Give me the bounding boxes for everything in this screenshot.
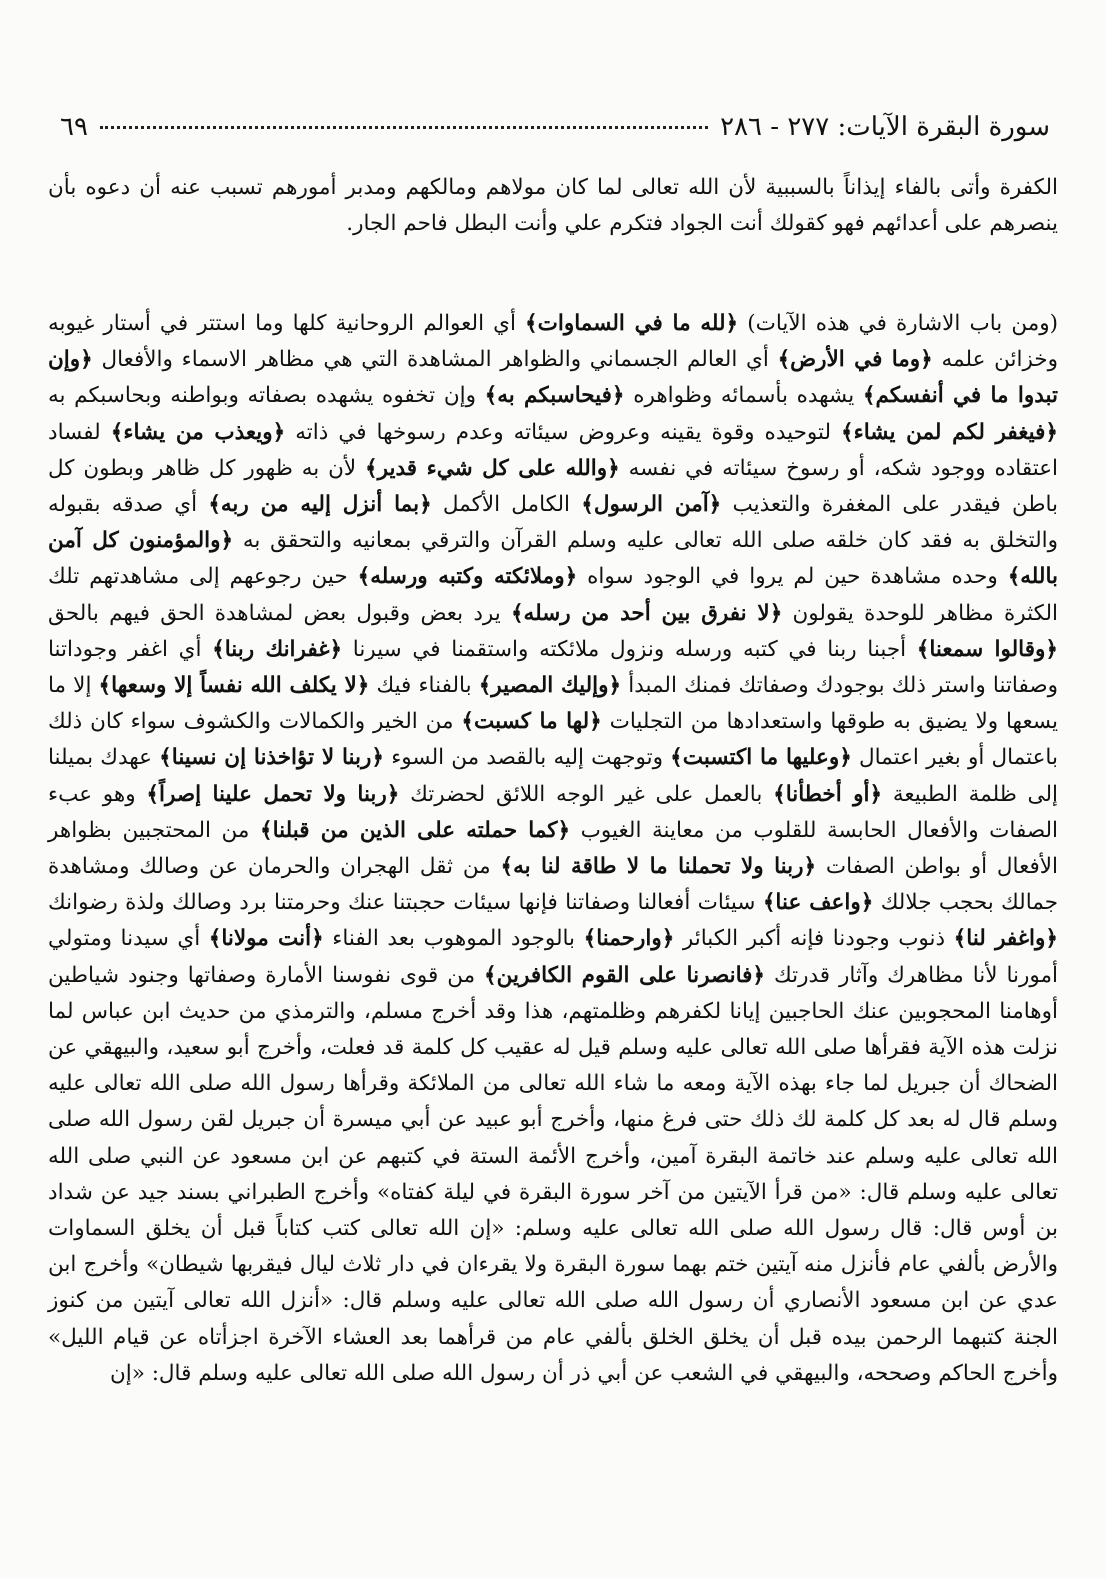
commentary-text: بالعمل على غير الوجه اللائق لحضرتك: [399, 781, 774, 807]
quranic-quote: ﴿كما حملته على الذين من قبلنا﴾: [260, 817, 571, 843]
commentary-text: أي سيدنا ومتولي أمورنا لأنا مظاهرك وآثار قدرتك: [48, 926, 1058, 988]
commentary-text: أي العوالم الروحانية كلها وما استتر في أستار غيوبه وخزائن علمه: [48, 311, 1058, 373]
commentary-text: عهدك بميلنا إلى ظلمة الطبيعة: [48, 745, 1059, 807]
commentary-text: أي صدقه بقبوله والتخلق به فقد كان خلقه صلى الله تعالى عليه وسلم القرآن والترقي بمعانيه والتحقق به: [48, 492, 1058, 554]
commentary-text: لأن به ظهور كل ظاهر وبطون كل باطن فيقدر على المغفرة والتعذيب: [48, 455, 1058, 518]
quranic-quote: ﴿ربنا ولا تحمل علينا إصراً﴾: [146, 781, 400, 807]
commentary-text: لتوحيده وقوة يقينه وعروض سيئاته وعدم رسوخها في ذاته: [285, 419, 842, 445]
quranic-quote: ﴿واعف عنا﴾: [762, 890, 874, 916]
quranic-quote: ﴿آمن الرسول﴾: [581, 492, 722, 518]
quranic-quote: ﴿والمؤمنون كل آمن بالله﴾: [48, 528, 1059, 590]
quranic-quote: ﴿فيغفر لكم لمن يشاء﴾: [841, 419, 1059, 445]
commentary-text: أجبنا ربنا في كتبه ورسله ونزول ملائكته واستقمنا في سيرنا: [342, 636, 917, 662]
quranic-quote: ﴿لها ما كسبت﴾: [461, 709, 602, 735]
quranic-quote: ﴿لا يكلف الله نفساً إلا وسعها﴾: [98, 673, 370, 699]
commentary-text: إلا ما يسعها ولا يضيق به طوقها واستعدادها من التجليات: [48, 673, 1058, 735]
commentary-text: وهو عبء الصفات والأفعال الحابسة للقلوب من معاينة الغيوب: [48, 781, 1058, 843]
intro-text: الكفرة وأتى بالفاء إيذاناً بالسببية لأن الله تعالى لما كان مولاهم ومالكهم ومدبر أمورهم تسبب عنه أن دعوه بأن ينصرهم على أعدائهم فهو كقولك أنت الجواد فتكرم علي وأنت البطل فاحم الجار.: [48, 175, 1058, 237]
quranic-quote: ﴿وملائكته وكتبه ورسله﴾: [357, 564, 578, 590]
quranic-quote: ﴿واغفر لنا﴾: [953, 926, 1059, 952]
commentary-text: وإن تخفوه يشهده بصفاته وبواطنه وبحاسبكم به: [48, 383, 485, 409]
leader-dots: [100, 126, 708, 129]
commentary-text: من قوى نفوسنا الأمارة وصفاتها وجنود شياطين أوهامنا المحجوبين عنك الحاجبين إيانا لكفرهم وظلمتهم، هذا وقد أخرج مسلم، والترمذي من حديث ابن عباس لما نزلت هذه الآية فقرأها صلى الله تعالى عليه وسلم قيل له عقيب كل كلمة قد فعلت، وأخرج أبو سعيد، والبيهقي عن الضحاك أن جبريل لما جاء بهذه الآية ومعه ما شاء الله تعالى من الملائكة وقرأها رسول الله صلى الله تعالى عليه وسلم قال له بعد كل كلمة لك ذلك حتى فرغ منها، وأخرج أبو عبيد عن أبي ميسرة أن جبريل لقن رسول الله صلى الله تعالى عليه وسلم عند خاتمة البقرة آمين، وأخرج الأئمة الستة في كتبهم عن ابن مسعود عن النبي صلى الله تعالى عليه وسلم قال: «من قرأ الآيتين من آخر سورة البقرة في ليلة كفتاه» وأخرج الطبراني بسند جيد عن شداد بن أوس قال: قال رسول الله صلى الله تعالى عليه وسلم: «إن الله تعالى كتب كتاباً قبل أن يخلق السماوات والأرض بألفي عام فأنزل منه آيتين ختم بهما سورة البقرة ولا يقرءان في دار ثلاث ليال فيقربها شيطان» وأخرج ابن عدي عن ابن مسعود الأنصاري أن رسول الله صلى الله تعالى عليه وسلم قال: «أنزل الله تعالى آيتين من كنوز الجنة كتبهما الرحمن بيده قبل أن يخلق الخلق بألفي عام من قرأهما بعد العشاء الآخرة اجزأتاه عن قيام الليل» وأخرج الحاكم وصححه، والبيهقي في الشعب عن أبي ذر أن رسول الله صلى الله تعالى عليه وسلم قال: «إن: [48, 962, 1058, 1386]
quranic-quote: ﴿أنت مولانا﴾: [208, 926, 324, 952]
quranic-quote: ﴿لله ما في السماوات﴾: [525, 311, 739, 336]
commentary-text: من ثقل الهجران والحرمان عن وصالك ومشاهدة جمالك بحجب جلالك: [48, 854, 1058, 916]
quranic-quote: ﴿أو أخطأنا﴾: [773, 781, 883, 807]
quranic-quote: ﴿غفرانك ربنا﴾: [212, 636, 343, 662]
commentary-text: أي اغفر وجوداتنا وصفاتنا واستر ذلك بوجودك وصفاتك فمنك المبدأ: [48, 636, 1058, 699]
commentary-text: من الخير والكمالات والكشوف سواء كان ذلك باعتمال أو بغير اعتمال: [48, 709, 1058, 771]
commentary-text: بالوجود الموهوب بعد الفناء: [323, 926, 584, 952]
commentary-text: لفساد اعتقاده ووجود شكه، أو رسوخ سيئاته في نفسه: [48, 419, 1059, 481]
body-text: [48, 306, 1058, 1392]
commentary-text: ذنوب وجودنا فإنه أكبر الكبائر: [674, 926, 954, 952]
quranic-quote: ﴿ربنا لا تؤاخذنا إن نسينا﴾: [159, 745, 385, 771]
quranic-quote: ﴿وإن تبدوا ما في أنفسكم﴾: [48, 347, 1058, 409]
quranic-quote: ﴿فانصرنا على القوم الكافرين﴾: [484, 962, 766, 988]
commentary-text: من المحتجبين بظواهر الأفعال أو بواطن الصفات: [48, 817, 1058, 880]
quranic-quote: ﴿وارحمنا﴾: [583, 926, 675, 952]
quranic-quote: ﴿والله على كل شيء قدير﴾: [365, 455, 620, 481]
commentary-text: حين رجوعهم إلى مشاهدتهم تلك الكثرة مظاهر للوحدة يقولون: [48, 564, 1058, 626]
commentary-text: سيئات أفعالنا وصفاتنا فإنها سيئات حجبتنا عنك وحرمتنا برد وصالك ولذة رضوانك: [48, 890, 763, 916]
quranic-quote: ﴿وعليها ما اكتسبت﴾: [670, 745, 852, 771]
running-title: سورة البقرة الآيات: ٢٧٧ - ٢٨٦: [720, 112, 1050, 142]
commentary-text: (ومن باب الاشارة في هذه الآيات): [738, 311, 1058, 336]
commentary-text: بالفناء فيك: [369, 673, 479, 699]
quranic-quote: ﴿بما أنزل إليه من ربه﴾: [208, 492, 432, 518]
quranic-quote: ﴿لا نفرق بين أحد من رسله﴾: [510, 600, 783, 626]
quranic-quote: ﴿ربنا ولا تحملنا ما لا طاقة لنا به﴾: [500, 854, 817, 880]
quranic-quote: ﴿فيحاسبكم به﴾: [484, 383, 625, 409]
body-paragraph: [48, 306, 1058, 1392]
page-number: ٦٩: [60, 112, 88, 142]
quranic-quote: ﴿وقالوا سمعنا﴾: [916, 636, 1058, 662]
quranic-quote: ﴿ويعذب من يشاء﴾: [110, 419, 286, 445]
commentary-text: يشهده بأسمائه وظواهره: [624, 383, 863, 409]
quranic-quote: ﴿وما في الأرض﴾: [777, 347, 933, 373]
page-header: [60, 112, 1050, 142]
commentary-text: وتوجهت إليه بالقصد من السوء: [384, 745, 671, 771]
intro-paragraph: [48, 170, 1058, 242]
commentary-text: وحده مشاهدة حين لم يروا في الوجود سواه: [577, 564, 1008, 590]
commentary-text: الكامل الأكمل: [431, 492, 582, 518]
quranic-quote: ﴿وإليك المصير﴾: [478, 673, 622, 699]
commentary-text: أي العالم الجسماني والظواهر المشاهدة التي هي مظاهر الاسماء والأفعال: [92, 347, 778, 373]
commentary-text: يرد بعض وقبول بعض لمشاهدة الحق فيهم بالحق: [48, 600, 511, 626]
